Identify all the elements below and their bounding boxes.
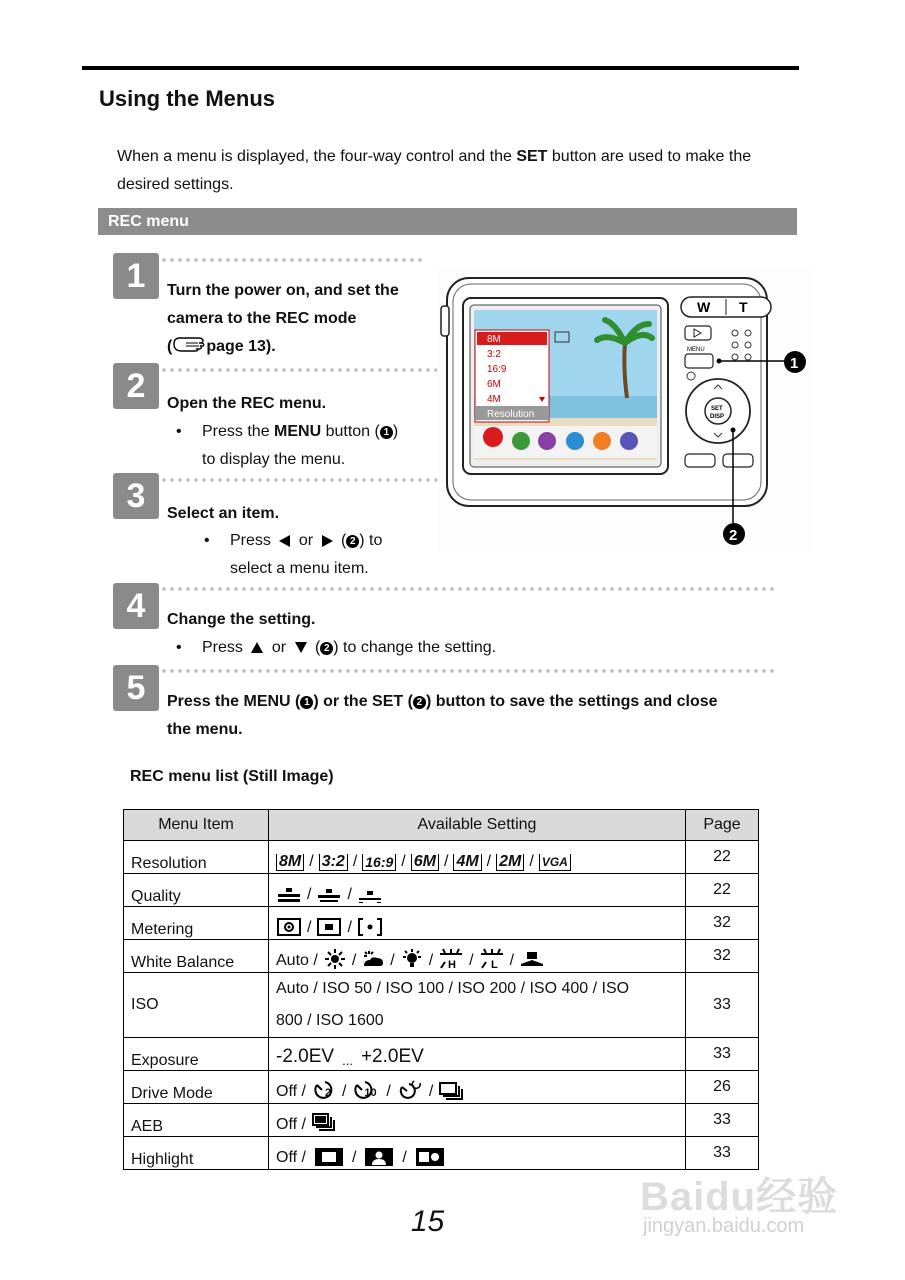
row-page: 33 xyxy=(686,1137,759,1170)
menu-item-4m: 4M xyxy=(487,394,501,405)
step-2-line-2: to display the menu. xyxy=(202,451,346,468)
step-3-press: Press xyxy=(230,532,271,549)
aeb-off: Off / xyxy=(276,1116,306,1133)
highlight-off: Off / xyxy=(276,1149,306,1166)
callout-1: 1 xyxy=(790,355,799,372)
timer-2: 2 xyxy=(324,1087,332,1099)
sep: / xyxy=(307,919,312,936)
page-number: 15 xyxy=(410,1205,445,1238)
right-arrow-icon xyxy=(322,535,333,547)
res-3-2-icon: 3:2 xyxy=(319,854,348,871)
callout-1-ref: 1 xyxy=(300,696,313,709)
fluorescent-h-icon xyxy=(438,948,464,970)
row-page: 32 xyxy=(686,907,759,940)
metering-average-icon xyxy=(316,917,342,937)
self-timer-2s-icon xyxy=(311,1079,337,1101)
callout-2: 2 xyxy=(729,527,738,544)
sep: / xyxy=(341,1083,347,1100)
step-badge-1: 1 xyxy=(113,253,159,299)
header-page: Page xyxy=(686,810,759,841)
header-menu-item: Menu Item xyxy=(124,810,269,841)
table-row xyxy=(124,940,759,973)
step-5-text-c: ) button to save the settings and close xyxy=(425,693,718,710)
ev-min: -2.0EV xyxy=(276,1046,335,1067)
ev-max: +2.0EV xyxy=(360,1046,424,1067)
intro-text-1: When a menu is displayed, the four-way control and the xyxy=(117,148,517,165)
sep: / xyxy=(469,952,474,969)
table-row xyxy=(124,973,759,1038)
row-item: Drive Mode xyxy=(124,1071,269,1104)
table-row xyxy=(124,1071,759,1104)
page-title: Using the Menus xyxy=(99,86,276,111)
step-5-text-b: ) or the SET ( xyxy=(313,693,413,710)
highlight-frame-icon xyxy=(314,1147,344,1167)
step-4-or: or xyxy=(271,639,287,656)
menu-button-label: MENU xyxy=(687,347,705,353)
sep: / xyxy=(443,853,449,870)
step-1-paren: ( xyxy=(167,338,173,355)
highlight-portrait-icon xyxy=(364,1147,394,1167)
step-4-press: Press xyxy=(202,639,243,656)
res-2m-icon: 2M xyxy=(496,854,524,871)
menu-item-16-9: 16:9 xyxy=(487,364,507,375)
row-page: 26 xyxy=(686,1071,759,1104)
set-label: SET xyxy=(711,406,723,412)
step-badge-4: 4 xyxy=(113,583,159,629)
svg-text:H: H xyxy=(448,959,457,970)
hand-pointer-icon xyxy=(172,335,206,353)
step-badge-5: 5 xyxy=(113,665,159,711)
step-3-text-b: ) to xyxy=(359,532,383,549)
step-1-line-1: Turn the power on, and set the xyxy=(167,282,399,299)
sep: / xyxy=(351,952,357,969)
svg-text:L: L xyxy=(490,959,498,970)
step-2-text-a: Press the xyxy=(202,423,275,440)
ev-ellipsis: ... xyxy=(342,1053,353,1068)
row-item: ISO xyxy=(124,973,269,1038)
sep: / xyxy=(509,952,515,969)
sep: / xyxy=(386,1083,391,1100)
menu-item-3-2: 3:2 xyxy=(487,349,501,360)
metering-center-icon xyxy=(276,917,302,937)
sep: / xyxy=(351,1149,357,1166)
sep: / xyxy=(486,853,492,870)
row-item: Resolution xyxy=(124,841,269,874)
step-1-page-ref: page 13). xyxy=(206,338,276,355)
step-2-bullet xyxy=(176,418,399,474)
drive-off: Off / xyxy=(276,1083,306,1100)
disp-label: DISP xyxy=(710,414,725,420)
quality-normal-icon xyxy=(316,886,342,904)
row-item: Exposure xyxy=(124,1038,269,1071)
sep: / xyxy=(529,853,534,870)
aeb-settings xyxy=(269,1104,686,1137)
highlight-spot-icon xyxy=(415,1147,445,1167)
sep: / xyxy=(428,1083,434,1100)
intro-paragraph xyxy=(117,143,797,199)
intro-set-bold: SET xyxy=(516,148,548,165)
sep: / xyxy=(428,952,434,969)
zoom-w-label: W xyxy=(697,299,711,315)
metering-settings xyxy=(269,907,686,940)
iso-line-2: 800 / ISO 1600 xyxy=(276,1012,384,1029)
table-row xyxy=(124,1038,759,1071)
resolution-settings xyxy=(269,841,686,874)
drive-mode-settings xyxy=(269,1071,686,1104)
table-row xyxy=(124,874,759,907)
rec-menu-table xyxy=(123,809,759,1170)
step-3-line-2: select a menu item. xyxy=(230,560,369,577)
table-header-row xyxy=(124,810,759,841)
custom-wb-icon xyxy=(519,948,545,970)
highlight-settings xyxy=(269,1137,686,1170)
wb-auto: Auto / xyxy=(276,952,318,969)
step-4-heading: Change the setting. xyxy=(167,611,316,628)
step-2-menu-bold: MENU xyxy=(274,423,322,440)
iso-line-1: Auto / ISO 50 / ISO 100 / ISO 200 / ISO 400 / ISO xyxy=(276,980,630,997)
quality-economy-icon xyxy=(357,886,383,904)
sep: / xyxy=(352,853,358,870)
step-2-text-c: ) xyxy=(392,423,399,440)
top-rule xyxy=(82,66,799,70)
step-badge-2: 2 xyxy=(113,363,159,409)
dotted-divider xyxy=(160,258,422,262)
sep: / xyxy=(402,1149,407,1166)
daylight-icon xyxy=(323,948,347,970)
exposure-settings xyxy=(269,1038,686,1071)
res-6m-icon: 6M xyxy=(411,854,439,871)
double-timer-icon xyxy=(396,1079,424,1101)
step-3-heading: Select an item. xyxy=(167,505,280,522)
aeb-icon xyxy=(311,1112,337,1134)
bullet-dot: • xyxy=(204,532,210,549)
self-timer-10s-icon xyxy=(351,1079,381,1101)
row-item: Highlight xyxy=(124,1137,269,1170)
row-page: 32 xyxy=(686,940,759,973)
sep: / xyxy=(347,886,352,903)
timer-10: 10 xyxy=(364,1087,377,1099)
down-arrow-icon xyxy=(295,642,307,653)
sep: / xyxy=(347,919,352,936)
row-page: 33 xyxy=(686,973,759,1038)
callout-1-ref: 1 xyxy=(380,426,393,439)
iso-settings xyxy=(269,973,686,1038)
step-1-heading xyxy=(167,277,399,361)
step-5-text-a: Press the MENU ( xyxy=(167,693,301,710)
menu-label-resolution: Resolution xyxy=(487,409,535,420)
header-available-setting: Available Setting xyxy=(269,810,686,841)
row-item: Quality xyxy=(124,874,269,907)
res-4m-icon: 4M xyxy=(453,854,481,871)
watermark-url: jingyan.baidu.com xyxy=(643,1215,805,1237)
res-16-9-icon: 16:9 xyxy=(362,854,396,871)
res-8m-icon: 8M xyxy=(276,854,304,871)
bullet-dot: • xyxy=(176,423,182,440)
white-balance-settings xyxy=(269,940,686,973)
step-badge-3: 3 xyxy=(113,473,159,519)
step-5-line-2: the menu. xyxy=(167,721,243,738)
row-page: 33 xyxy=(686,1038,759,1071)
step-5-heading xyxy=(167,688,787,744)
row-page: 22 xyxy=(686,874,759,907)
step-1-line-3 xyxy=(167,333,399,361)
table-row xyxy=(124,1104,759,1137)
row-item: White Balance xyxy=(124,940,269,973)
sep: / xyxy=(401,853,406,870)
sep: / xyxy=(390,952,395,969)
dotted-divider xyxy=(160,368,438,372)
step-1-line-2: camera to the REC mode xyxy=(167,310,357,327)
step-4-bullet: • Press or ( 2 ) to change the setting. xyxy=(202,634,496,662)
up-arrow-icon xyxy=(251,642,263,653)
dotted-divider xyxy=(160,587,778,591)
callout-2-ref: 2 xyxy=(346,535,359,548)
left-arrow-icon xyxy=(279,535,290,547)
intro-text-2: button are used to make the desired settings. xyxy=(117,148,752,193)
metering-spot-icon xyxy=(357,917,383,937)
menu-item-8m: 8M xyxy=(487,334,501,345)
rec-menu-list-title: REC menu list (Still Image) xyxy=(130,768,334,785)
dotted-divider xyxy=(160,669,778,673)
quality-fine-icon xyxy=(276,886,302,904)
quality-settings xyxy=(269,874,686,907)
tungsten-icon xyxy=(400,948,424,970)
step-3-or: or xyxy=(298,532,314,549)
camera-back-illustration xyxy=(437,268,812,552)
step-3-bullet: • Press or ( 2 ) to select a menu item. xyxy=(230,527,382,583)
bullet-dot: • xyxy=(176,639,182,656)
row-page: 22 xyxy=(686,841,759,874)
zoom-t-label: T xyxy=(739,299,748,315)
menu-item-6m: 6M xyxy=(487,379,501,390)
watermark-brand: Baidu经验 xyxy=(640,1175,839,1219)
row-item: AEB xyxy=(124,1104,269,1137)
sep: / xyxy=(309,853,314,870)
step-4-text-b: ) to change the setting. xyxy=(333,639,497,656)
section-header-rec-menu: REC menu xyxy=(98,208,797,235)
step-2-heading: Open the REC menu. xyxy=(167,395,327,412)
fluorescent-l-icon xyxy=(479,948,505,970)
table-row xyxy=(124,907,759,940)
callout-2-ref: 2 xyxy=(320,642,333,655)
dotted-divider xyxy=(160,478,438,482)
burst-icon xyxy=(438,1081,464,1101)
sep: / xyxy=(307,886,312,903)
cloudy-icon xyxy=(361,948,385,970)
table-row xyxy=(124,841,759,874)
row-page: 33 xyxy=(686,1104,759,1137)
res-vga-icon: VGA xyxy=(539,854,571,871)
row-item: Metering xyxy=(124,907,269,940)
callout-2-ref: 2 xyxy=(413,696,426,709)
step-2-text-b: button ( xyxy=(321,423,380,440)
